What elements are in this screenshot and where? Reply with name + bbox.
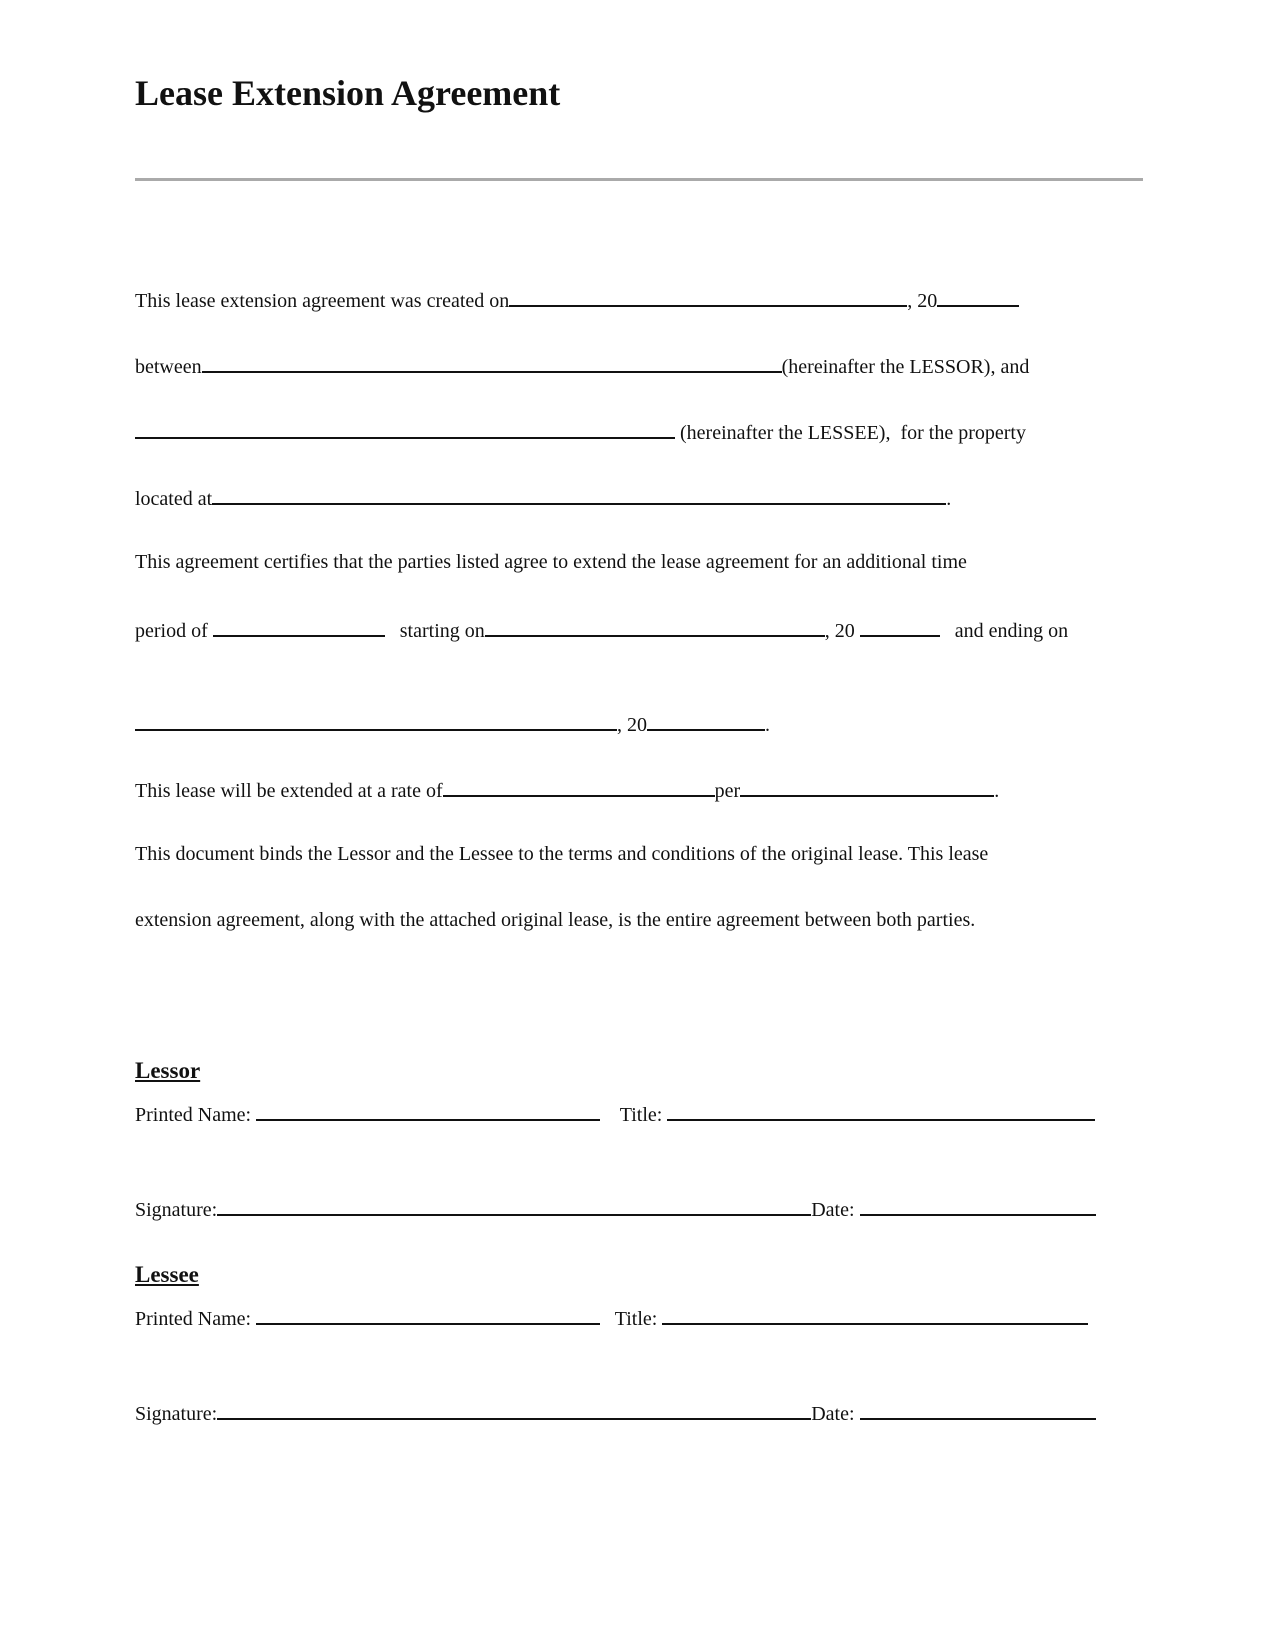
- end-period-stop: .: [765, 714, 770, 736]
- lessor-printed-name-label: Printed Name:: [135, 1104, 252, 1126]
- property-text: for the property: [900, 422, 1026, 444]
- end-year-field[interactable]: [647, 710, 765, 731]
- lessee-signature-row: [135, 1399, 1096, 1426]
- binds-text: This document binds the Lessor and the Lessee to the terms and conditions of the original lease. This lease: [135, 843, 989, 865]
- entire-agreement-text: extension agreement, along with the attached original lease, is the entire agreement between both parties.: [135, 909, 976, 931]
- lessee-signature-label: Signature:: [135, 1403, 218, 1425]
- rate-period-field[interactable]: [740, 776, 994, 797]
- extension-period-field[interactable]: [213, 616, 385, 637]
- lessee-heading: Lessee: [135, 1262, 199, 1287]
- title-divider: [135, 178, 1143, 181]
- certifies-line: [135, 550, 967, 574]
- created-on-year-field[interactable]: [937, 286, 1019, 307]
- lessee-designation-text: (hereinafter the LESSEE),: [680, 422, 891, 444]
- lessee-name-row: [135, 1304, 1088, 1331]
- lessor-name-row: [135, 1100, 1095, 1127]
- rate-line: [135, 776, 999, 803]
- between-line: [135, 352, 1029, 379]
- located-at-line: [135, 484, 951, 511]
- start-date-field[interactable]: [485, 616, 825, 637]
- lessee-name-field[interactable]: [135, 418, 675, 439]
- starting-on-text: starting on: [399, 620, 485, 642]
- lessee-line: [135, 418, 1026, 445]
- lessor-date-label: Date:: [811, 1199, 855, 1221]
- lessor-designation-text: (hereinafter the LESSOR), and: [781, 356, 1030, 378]
- ending-on-text: and ending on: [954, 620, 1069, 642]
- property-address-field[interactable]: [212, 484, 946, 505]
- period-of-text: period of: [135, 620, 208, 642]
- per-text: per: [714, 780, 741, 802]
- lessee-title-label: Title:: [614, 1308, 658, 1330]
- year-prefix-text: , 20: [907, 290, 938, 312]
- lessee-signature-field[interactable]: [217, 1399, 811, 1420]
- start-year-field[interactable]: [860, 616, 940, 637]
- start-year-prefix: , 20: [824, 620, 855, 642]
- lessee-date-field[interactable]: [860, 1399, 1096, 1420]
- lessor-title-label: Title:: [619, 1104, 663, 1126]
- end-date-field[interactable]: [135, 710, 617, 731]
- lessee-printed-name-field[interactable]: [256, 1304, 600, 1325]
- lessee-date-label: Date:: [811, 1403, 855, 1425]
- lessor-title-field[interactable]: [667, 1100, 1095, 1121]
- end-date-line: [135, 710, 770, 737]
- created-on-date-field[interactable]: [509, 286, 907, 307]
- lessee-title-field[interactable]: [662, 1304, 1088, 1325]
- rate-period-stop: .: [994, 780, 1000, 802]
- lessor-signature-row: [135, 1195, 1096, 1222]
- lessor-signature-label: Signature:: [135, 1199, 218, 1221]
- rate-amount-field[interactable]: [443, 776, 715, 797]
- page-title: Lease Extension Agreement: [135, 73, 561, 113]
- binds-line: [135, 842, 988, 866]
- end-year-prefix: , 20: [617, 714, 647, 736]
- rate-text: This lease will be extended at a rate of: [135, 780, 443, 802]
- located-at-text: located at: [135, 488, 213, 510]
- created-on-line: [135, 286, 1019, 313]
- lessor-signature-field[interactable]: [217, 1195, 811, 1216]
- period-line: [135, 616, 1068, 643]
- created-on-text: This lease extension agreement was created on: [135, 290, 510, 312]
- lessor-printed-name-field[interactable]: [256, 1100, 600, 1121]
- lessor-name-field[interactable]: [202, 352, 782, 373]
- certifies-text: This agreement certifies that the parties listed agree to extend the lease agreement for an additional time: [135, 551, 967, 573]
- period-stop: .: [946, 488, 952, 510]
- lessor-date-field[interactable]: [860, 1195, 1096, 1216]
- between-text: between: [135, 356, 202, 378]
- entire-agreement-line: [135, 908, 975, 932]
- lessee-printed-name-label: Printed Name:: [135, 1308, 252, 1330]
- lessor-heading: Lessor: [135, 1058, 201, 1083]
